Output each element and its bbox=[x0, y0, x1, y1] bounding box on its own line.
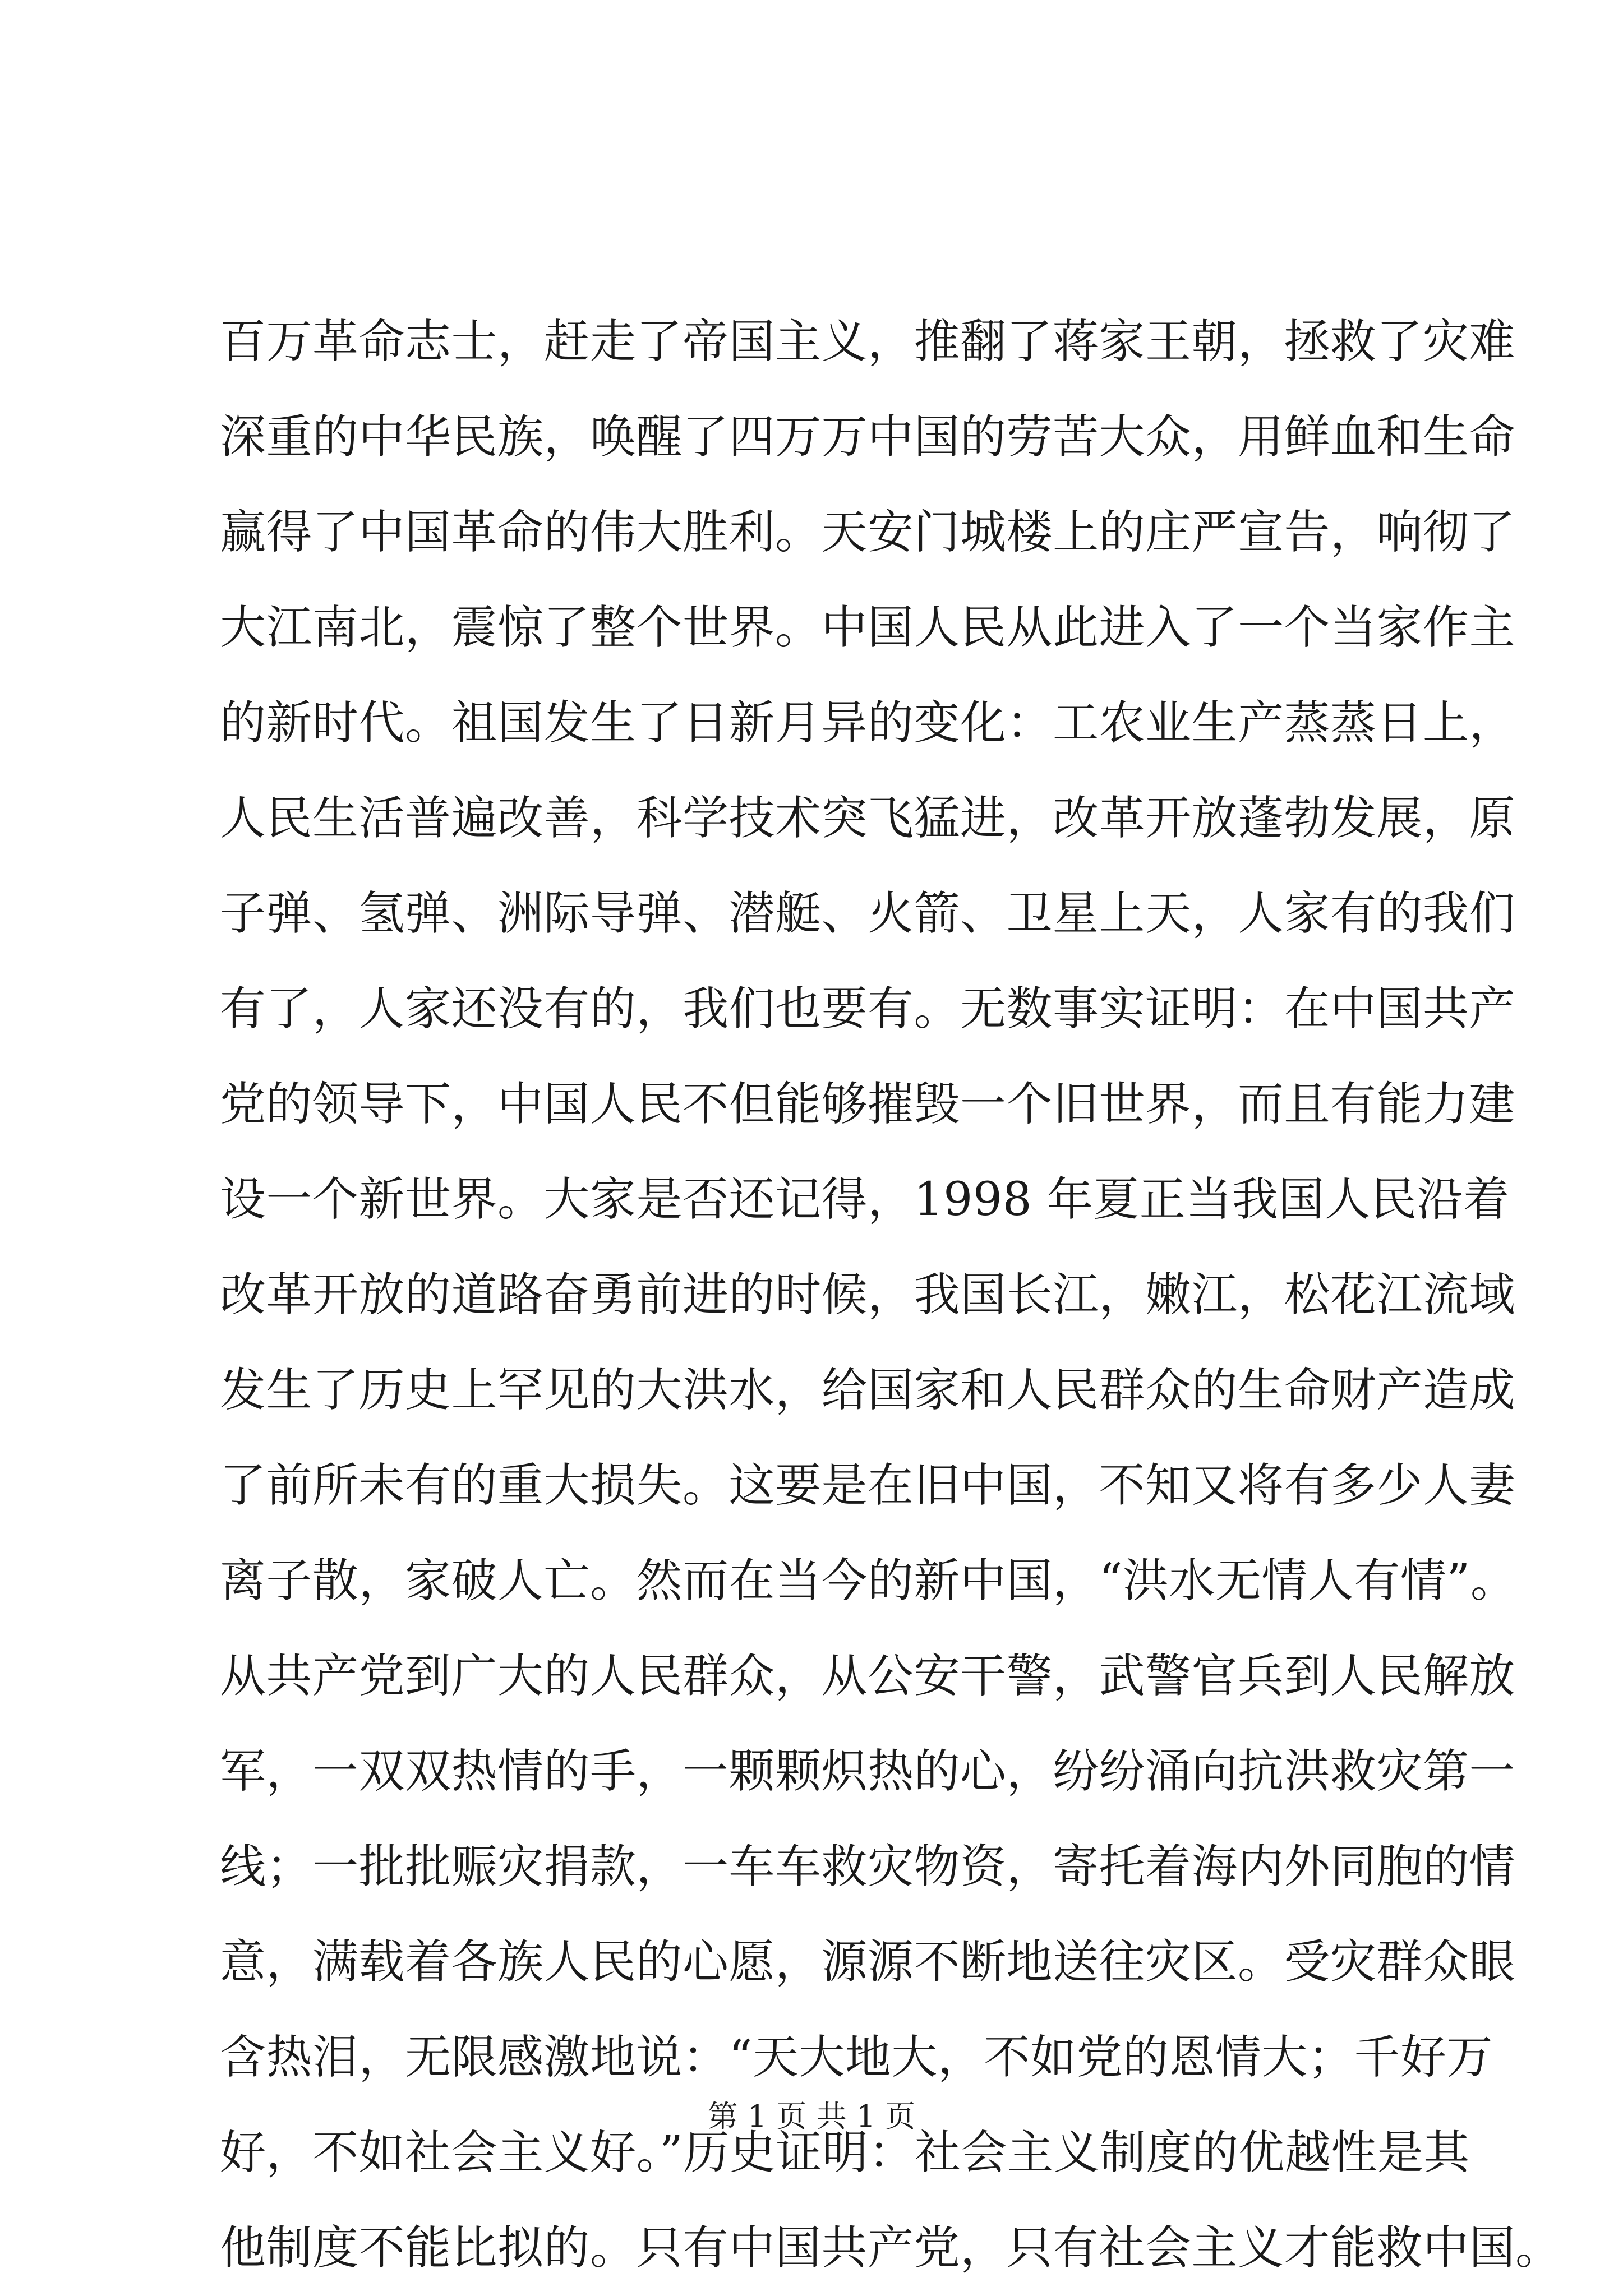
text-line: 好，不如社会主义好。”历史证明：社会主义制度的优越性是其 bbox=[220, 2126, 1470, 2179]
text-line: 军，一双双热情的手，一颗颗炽热的心，纷纷涌向抗洪救灾第一 bbox=[220, 1745, 1516, 1798]
body-text bbox=[220, 294, 1562, 2296]
text-line: 线；一批批赈灾捐款，一车车救灾物资，寄托着海内外同胞的情 bbox=[220, 1840, 1516, 1893]
text-line: 党的领导下，中国人民不但能够摧毁一个旧世界，而且有能力建 bbox=[220, 1078, 1516, 1131]
page-number-footer: 第 1 页 共 1 页 bbox=[707, 2099, 916, 2134]
text-line: 大江南北，震惊了整个世界。中国人民从此进入了一个当家作主 bbox=[220, 601, 1516, 654]
text-line: 离子散，家破人亡。然而在当今的新中国，“洪水无情人有情”。 bbox=[220, 1554, 1517, 1607]
text-line: 赢得了中国革命的伟大胜利。天安门城楼上的庄严宣告，响彻了 bbox=[220, 506, 1516, 559]
text-line: 子弹、氢弹、洲际导弹、潜艇、火箭、卫星上天，人家有的我们 bbox=[220, 887, 1516, 940]
text-line: 人民生活普遍改善，科学技术突飞猛进，改革开放蓬勃发展，原 bbox=[220, 792, 1516, 845]
text-line: 改革开放的道路奋勇前进的时候，我国长江，嫩江，松花江流域 bbox=[220, 1268, 1516, 1322]
text-line: 设一个新世界。大家是否还记得，1998 年夏正当我国人民沿着 bbox=[220, 1173, 1510, 1226]
text-line: 有了，人家还没有的，我们也要有。无数事实证明：在中国共产 bbox=[220, 982, 1516, 1036]
text-line: 从共产党到广大的人民群众，从公安干警，武警官兵到人民解放 bbox=[220, 1650, 1516, 1703]
text-line: 的新时代。祖国发生了日新月异的变化：工农业生产蒸蒸日上， bbox=[220, 696, 1516, 750]
text-line: 发生了历史上罕见的大洪水，给国家和人民群众的生命财产造成 bbox=[220, 1364, 1516, 1417]
text-line: 了前所未有的重大损失。这要是在旧中国，不知又将有多少人妻 bbox=[220, 1459, 1516, 1512]
text-line: 含热泪，无限感激地说：“天大地大，不如党的恩情大；千好万 bbox=[220, 2031, 1493, 2084]
text-line: 他制度不能比拟的。只有中国共产党，只有社会主义才能救中国。 bbox=[220, 2221, 1562, 2275]
text-line: 深重的中华民族，唤醒了四万万中国的劳苦大众，用鲜血和生命 bbox=[220, 410, 1516, 464]
text-line: 百万革命志士，赶走了帝国主义，推翻了蒋家王朝，拯救了灾难 bbox=[220, 315, 1516, 368]
text-line: 意，满载着各族人民的心愿，源源不断地送往灾区。受灾群众眼 bbox=[220, 1935, 1516, 1989]
